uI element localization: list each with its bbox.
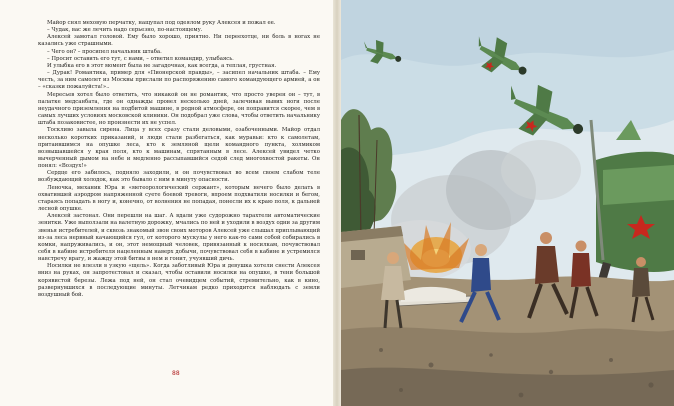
airfield-raid-illustration [341, 0, 674, 406]
story-paragraph: – Чудак, вас же лечить надо серьезно, по-настоящему. [47, 27, 203, 34]
story-paragraph: Мересьев хотел было ответить, что никакой он не романтик, что просто уверен он – тут, в палатке медсанбата, где он однажды провел несколько дней, залечивая вывих ноги после неудачного приземления на подбитой машине, в родной атмосфере, он поправится скорее, чем в самых лучших условиях московской клиники. Он подобрал уже слова, чтобы ответить начальнику штаба позаковистее, но произнести их не успел. [38, 91, 320, 127]
story-paragraph: Носилки не влезли в узкую «щель». Когда заботливый Юра и девушка хотели снести Алексея вниз на руках, он запротестовал и сказал, чтобы оставили носилки на опушке, в тени большой корявистой березы. Лежа под ней, он стал очевидцем событий, стремительно, как в кино, развернувшихся в последующие минуты. Летчикам редко приходится наблюдать с земли воздушный бой. [38, 263, 320, 298]
page-number: 88 [172, 370, 180, 377]
story-paragraph: – Чего он? – просипел начальник штаба. [47, 48, 162, 55]
story-paragraph: Тоскливо завыла сирена. Лица у всех сразу стали деловыми, озабоченными. Майор отдал несколько коротких приказаний, и люди стали разбегаться, как муравьи: кто к самолетам, притаившимся на опушке леса, кто к земляной щели командного пункта, холмиком возвышавшейся у края поля, кто к машинам, спрятанным в лесе. Алексей увидел четко вычерченный дымом на небе и медленно рассыпавшийся седой след многохвостой ракеты. Он понял: «Воздух!» [38, 127, 320, 170]
story-paragraph: Майор снял меховую перчатку, нащупал под одеялом руку Алексея и пожал ее. [47, 20, 276, 26]
story-paragraph: – Просит оставить его тут, с нами, – ответил командир, улыбаясь. [47, 55, 234, 62]
story-paragraph: Алексей замотал головой. Ему было хорошо, приятно. Ни переехотце, ни боль в ногах не казались уже страшными. [38, 34, 320, 48]
story-paragraph: Леночка, механик Юра и «метеорологический сержант», которым нечего было делать в охватившей аэродром напряженной суете боевой тревоги, впроем подхватили носилки и бегом, стараясь попадать в ногу и, конечно, от волнения не попадая, понесли их к краю поля, к дальней лесной опушке. [38, 184, 320, 213]
story-paragraph: И улыбка его в этот момент была не загадочная, как всегда, а теплая, грустная. [47, 62, 277, 69]
story-paragraph: Алексей застонал. Они перешли на шаг. А вдали уже судорожно тарахтели автоматические зенитки. Уже выползали на валетную дорожку, мчались по ней и уходили в воздух одни за другим звенья истребителей, и сквозь знакомый звон своих моторов Алексей уже слышал приплывающий из-за леса нервный качающийся гул, от которого мускулы у него как-то сами собой собирались в комки, напруживались, и он, этот немощный человек, привязанный к носилкам, почувствовал себя в кабине истребителя нацеленным наверх добычи, почувствовал себя в кабине и устремился навстречу врагу, и жажду этой битвы в нем и гонит, учуявший дичь. [38, 213, 321, 263]
story-text [38, 20, 320, 299]
story-paragraph: Сердце его забилось, подняло заходили, и он почувствовал во всем своем слабом теле возбуждающий холодок, как это бывало с ним в минуту опасности. [38, 170, 320, 184]
illustration-page [341, 0, 674, 406]
book-gutter [333, 0, 341, 406]
story-paragraph: – Дурак! Романтика, пример для «Пионерской правды», – засипел начальник штаба. – Ему честь, за ним самолет из Москвы прислали по распоряжению самого командующего армией, а он – «сказки пожалуйста!».. [38, 70, 320, 91]
